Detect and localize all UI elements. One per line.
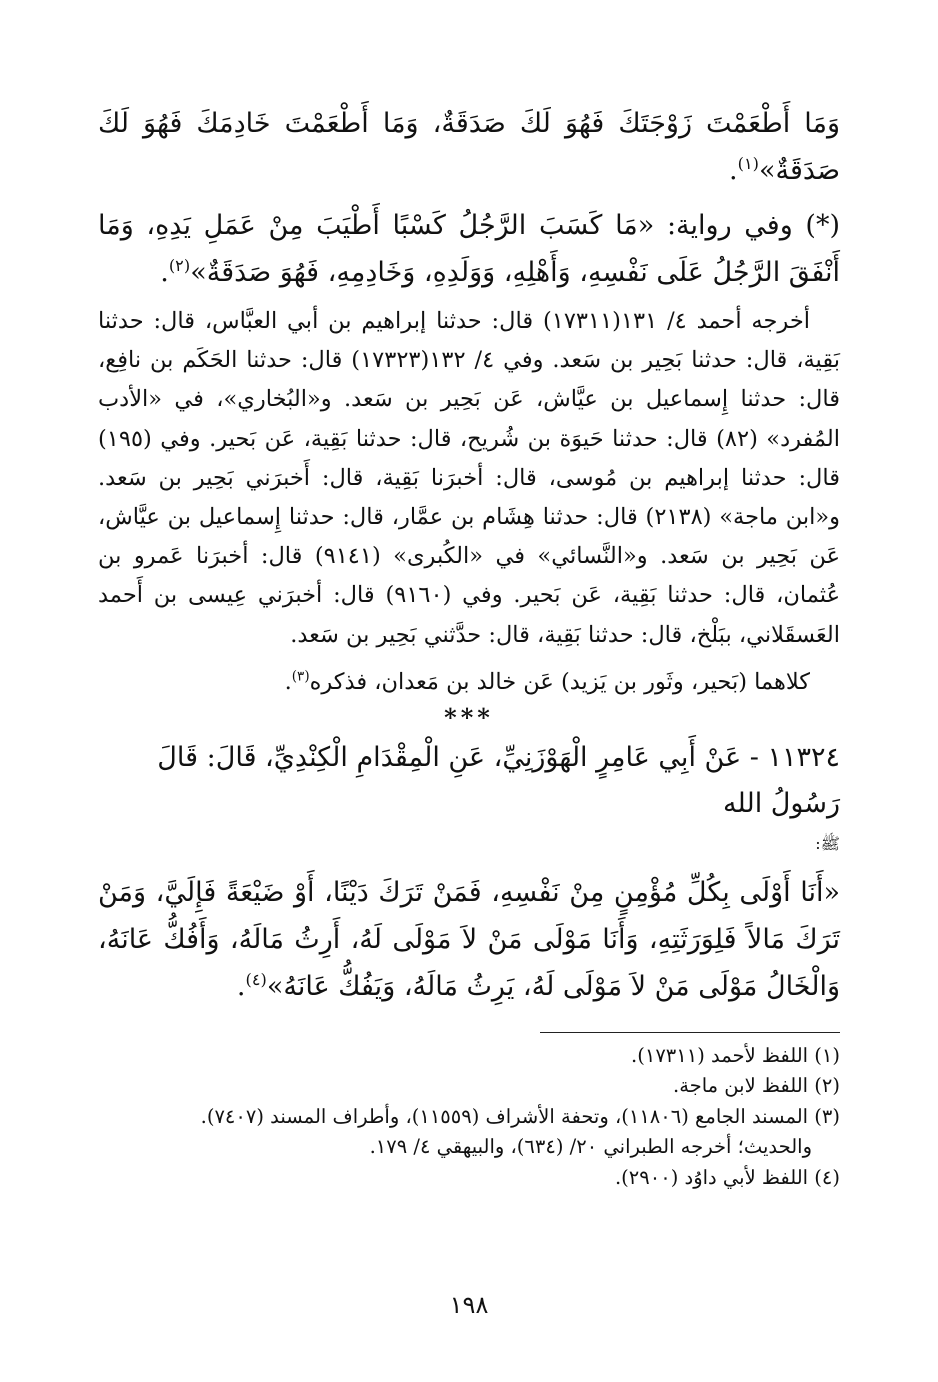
variant-text: (*) وفي رواية: «مَا كَسَبَ الرَّجُلُ كَسْبًا أَطْيَبَ مِنْ عَمَلِ يَدِهِ، وَمَا أَنْفَقَ الرَّجُلُ عَلَى نَفْسِهِ، وَأَهْلِهِ، وَوَلَدِهِ، وَخَادِمِهِ، فَهُوَ صَدَقَةٌ»: [98, 210, 840, 288]
hadith-variant-riwaya: [98, 202, 840, 296]
hadith-text: [98, 869, 840, 1010]
hadith-heading: ١١٣٢٤ - عَنْ أَبِي عَامِرٍ الْهَوْزَنِيِّ، عَنِ الْمِقْدَامِ الْكِنْدِيِّ، قَالَ: قَالَ رَسُولُ الله: [157, 741, 840, 819]
footnote-marker: (٤): [245, 969, 267, 989]
footnote-item: (٣) المسند الجامع (١١٨٠٦)، وتحفة الأشراف (١١٥٥٩)، وأطراف المسند (٧٤٠٧).: [200, 1104, 840, 1128]
footnote-item: (٢) اللفظ لابن ماجة.: [673, 1074, 840, 1098]
punctuation: .: [236, 970, 246, 1002]
punctuation: .: [160, 257, 169, 288]
footnotes-list: [98, 1041, 840, 1194]
section-separator: ***: [444, 702, 494, 732]
chain-summary-text: كلاهما (بَحير، وثَور بن يَزيد) عَن خالد بن مَعدان، فذكره: [309, 668, 810, 695]
chain-summary: [98, 663, 840, 701]
hadith-text-segment: وَمَا أَطْعَمْتَ زَوْجَتَكَ فَهُوَ لَكَ صَدَقَةٌ، وَمَا أَطْعَمْتَ خَادِمَكَ فَهُوَ لَكَ صَدَقَةٌ»: [98, 108, 840, 186]
hadith-text-body: «أَنَا أَوْلَى بِكُلِّ مُؤْمِنٍ مِنْ نَفْسِهِ، فَمَنْ تَرَكَ دَيْنًا، أَوْ ضَيْعَةً فَإِلَيَّ، وَمَنْ تَرَكَ مَالاً فَلِوَرَثَتِهِ، وَأَنَا مَوْلَى مَنْ لاَ مَوْلَى لَهُ، أَرِثُ مَالَهُ، وَأَفُكُّ عَانَهُ، وَالْخَالُ مَوْلَى مَنْ لاَ مَوْلَى لَهُ، يَرِثُ مَالَهُ، وَيَفُكُّ عَانَهُ»: [98, 876, 840, 1002]
footnote-marker: (١): [737, 154, 759, 173]
footnote-marker: (٣): [291, 668, 310, 685]
footnote-divider: [540, 1032, 840, 1033]
page-number: ١٩٨: [449, 1291, 489, 1319]
footnote-item-continuation: والحديث؛ أخرجه الطبراني ٢٠/ (٦٣٤)، والبيهقي ٤/ ١٧٩.: [369, 1135, 812, 1159]
punctuation: .: [284, 668, 292, 695]
hadith-text-continuation: وَمَا أَطْعَمْتَ زَوْجَتَكَ فَهُوَ لَكَ صَدَقَةٌ، وَمَا أَطْعَمْتَ خَادِمَكَ فَهُوَ لَكَ صَدَقَةٌ»$^{(١)}$.: [98, 108, 840, 186]
takhrij-paragraph: أخرجه أحمد ٤/ ١٣١(١٧٣١١) قال: حدثنا إبراهيم بن أبي العبَّاس، قال: حدثنا بَقِية، قال: حدثنا بَحِير بن سَعد. وفي ٤/ ١٣٢(١٧٣٢٣) قال: حدثنا الحَكَم بن نافِع، قال: حدثنا إِسماعيل بن عيَّاش، عَن بَحِير بن سَعد. و«البُخاري»، في «الأدب المُفرد» (٨٢) قال: حدثنا حَيوَة بن شُريح، قال: حدثنا بَقِية، عَن بَحير. وفي (١٩٥) قال: حدثنا إبراهيم بن مُوسى، قال: أخبرَنا بَقِية، قال: أَخبرَني بَحِير بن سَعد. و«ابن ماجة» (٢١٣٨) قال: حدثنا هِشَام بن عمَّار، قال: حدثنا إِسماعيل بن عيَّاش، عَن بَحِير بن سَعد. و«النَّسائي» في «الكُبرى» (٩١٤١) قال: أخبرَنا عَمرو بن عُثمان، قال: حدثنا بَقِية، عَن بَحير. وفي (٩١٦٠) قال: أخبرَني عِيسى بن أَحمد العَسقَلاني، ببَلْخ، قال: حدثنا بَقِية، قال: حدَّثني بَحِير بن سَعد.: [98, 308, 841, 648]
salawat-glyph: ﷺ:: [815, 833, 840, 853]
footnote-item: (٤) اللفظ لأبي داوُد (٢٩٠٠).: [614, 1165, 840, 1189]
footnote-item: (١) اللفظ لأحمد (١٧٣١١).: [631, 1043, 840, 1067]
footnote-marker: (٢): [168, 256, 191, 275]
